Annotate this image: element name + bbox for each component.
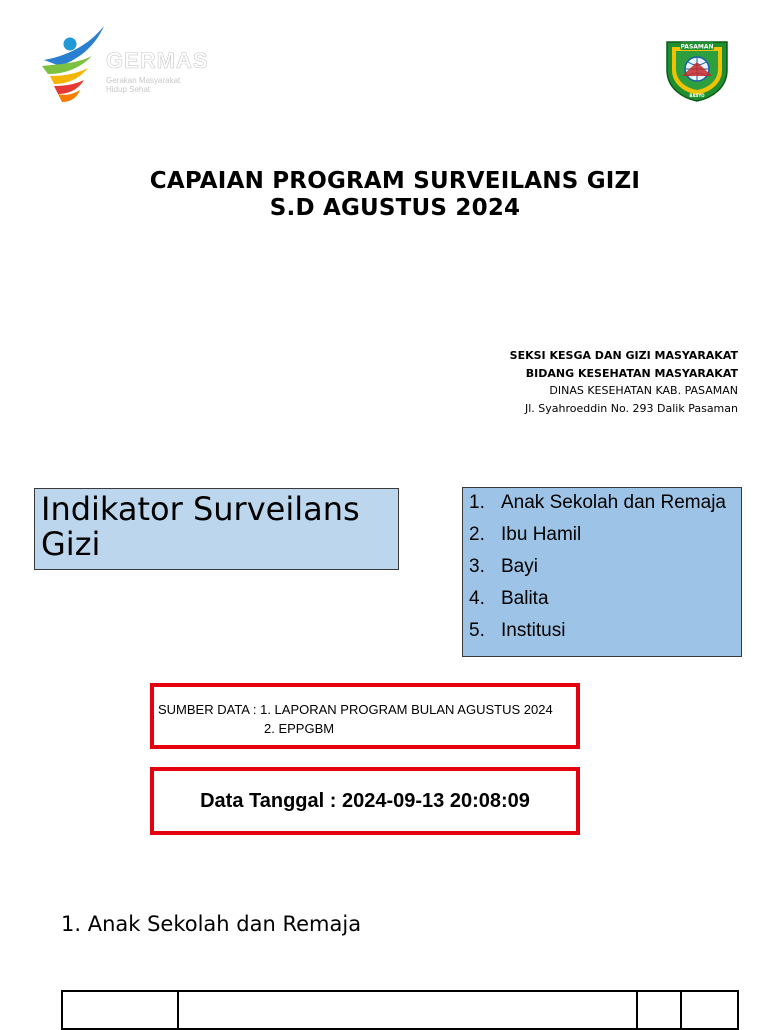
document-title (0, 168, 768, 222)
title-line-1: CAPAIAN PROGRAM SURVEILANS GIZI (149, 168, 641, 194)
office-division-name: BIDANG KESEHATAN MASYARAKAT (525, 366, 738, 380)
indicator-item (469, 584, 735, 616)
table-column-divider (177, 992, 179, 1028)
indicator-list-box (462, 487, 742, 657)
indicator-number: 2. (469, 524, 485, 545)
table-column-divider (680, 992, 682, 1028)
indicator-item (469, 616, 735, 648)
data-source-box (150, 683, 580, 749)
section-heading: 1. Anak Sekolah dan Remaja (61, 912, 362, 936)
table-column-divider (636, 992, 638, 1028)
seal-top-text: PASAMAN (680, 43, 714, 51)
pasaman-seal-icon (662, 36, 732, 102)
indicator-item (469, 520, 735, 552)
indicator-label: Bayi (501, 556, 538, 577)
indicator-item (469, 552, 735, 584)
indicator-label: Balita (501, 588, 549, 609)
germas-wordmark: GERMAS (106, 48, 209, 73)
data-source-line-2: 2. EPPGBM (264, 721, 335, 736)
data-date-box: Data Tanggal : 2024-09-13 20:08:09 (150, 767, 580, 835)
office-section-name: SEKSI KESGA DAN GIZI MASYARAKAT (509, 349, 738, 362)
office-agency-name: DINAS KESEHATAN KAB. PASAMAN (549, 384, 738, 397)
indicator-label: Institusi (501, 620, 566, 641)
title-line-2: S.D AGUSTUS 2024 (269, 195, 521, 221)
office-address: Jl. Syahroeddin No. 293 Dalik Pasaman (525, 401, 738, 415)
indicator-number: 1. (469, 492, 485, 513)
indicator-label: Anak Sekolah dan Remaja (501, 492, 726, 513)
indicator-item (469, 488, 735, 520)
seal-bottom-text: BASYO (689, 93, 705, 98)
indicator-label: Ibu Hamil (501, 524, 582, 545)
data-source-line-1: SUMBER DATA : 1. LAPORAN PROGRAM BULAN AGUSTUS 2024 (158, 702, 553, 717)
germas-figure-icon (42, 26, 104, 102)
indicator-number: 5. (469, 620, 485, 641)
indicator-number: 4. (469, 588, 485, 609)
office-info (510, 347, 738, 417)
indicator-title-box: Indikator Surveilans Gizi (34, 488, 399, 570)
data-table (61, 990, 739, 1030)
indicator-number: 3. (469, 556, 485, 577)
germas-tagline: Gerakan Masyarakat Hidup Sehat (106, 76, 181, 94)
